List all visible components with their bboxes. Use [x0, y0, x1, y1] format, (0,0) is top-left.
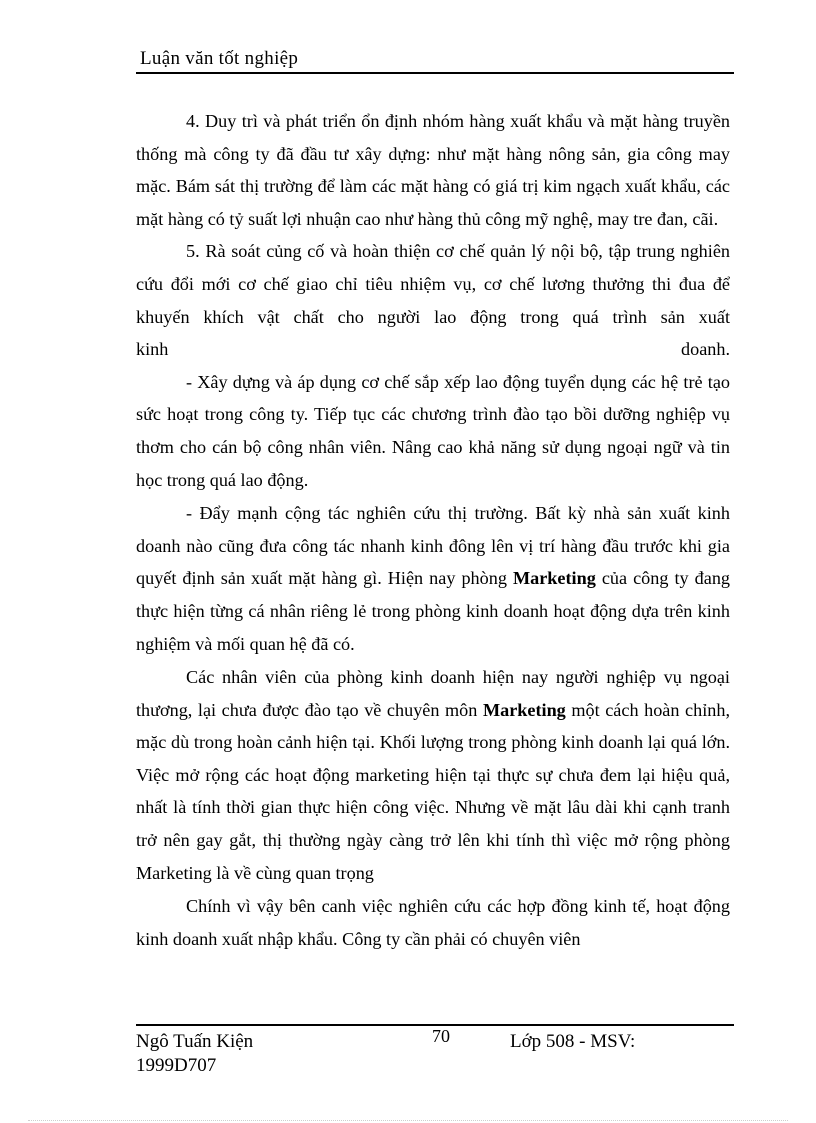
- paragraph-2-word-right: doanh.: [681, 339, 730, 360]
- document-body: [136, 105, 730, 955]
- paragraph-5: [136, 661, 730, 889]
- paragraph-4-bold-marketing: Marketing: [512, 568, 596, 589]
- header-title: Luận văn tốt nghiệp: [140, 48, 299, 69]
- paragraph-5-text-b: một cách hoàn chỉnh, mặc dù trong hoàn cảnh hiện tại. Khối lượng trong phòng kinh doanh lại quá lớn. Việc mở rộng các hoạt động marketing hiện tại thực sự chưa đem lại hiệu quả, nhất là tính thời gian thực hiện công việc. Nhưng về mặt lâu dài khi cạnh tranh trở nên gay gắt, thị thường ngày càng trở lên khi tính thì việc mở rộng phòng Marketing là về cùng quan trọng: [136, 699, 730, 883]
- footer-class-info: Lớp 508 - MSV:: [510, 1031, 636, 1052]
- paragraph-5-bold-marketing: Marketing: [482, 699, 566, 720]
- paragraph-3: - Xây dựng và áp dụng cơ chế sắp xếp lao động tuyển dụng các hệ trẻ tạo sức hoạt trong công ty. Tiếp tục các chương trình đào tạo bồi dưỡng nghiệp vụ thơm cho cán bộ công nhân viên. Nâng cao khả năng sử dụng ngoại ngữ và tin học trong quá lao động.: [136, 371, 730, 490]
- paragraph-2-last-line: [136, 333, 730, 366]
- page-header: [136, 48, 734, 74]
- page-number: 70: [432, 1026, 450, 1046]
- footer-author: Ngô Tuấn Kiện: [136, 1031, 254, 1052]
- paragraph-5-text-a: Các nhân viên của phòng kinh doanh hiện nay người nghiệp vụ ngoại thương, lại chưa được đào tạo về chuyên môn: [136, 667, 730, 720]
- footer-student-id: 1999D707: [136, 1055, 217, 1076]
- paragraph-6: Chính vì vậy bên canh việc nghiên cứu các hợp đồng kinh tế, hoạt động kinh doanh xuất nhập khẩu. Công ty cần phải có chuyên viên: [136, 896, 730, 949]
- page-bottom-edge: [28, 1120, 788, 1121]
- paragraph-4: [136, 497, 730, 660]
- paragraph-2: [136, 235, 730, 365]
- paragraph-2-main: 5. Rà soát củng cố và hoàn thiện cơ chế quản lý nội bộ, tập trung nghiên cứu đổi mới cơ chế giao chỉ tiêu nhiệm vụ, cơ chế lương thưởng thi đua để khuyến khích vật chất cho người lao động trong quá trình sản xuất: [136, 241, 730, 327]
- paragraph-4-text-a: - Đẩy mạnh cộng tác nghiên cứu thị trường. Bất kỳ nhà sản xuất kinh doanh nào cũng đưa công tác nhanh kinh đông lên vị trí hàng đầu trước khi gia quyết định sản xuất mặt hàng gì. Hiện nay phòng: [136, 503, 730, 589]
- paragraph-1: 4. Duy trì và phát triển ổn định nhóm hàng xuất khẩu và mặt hàng truyền thống mà công ty đã đầu tư xây dựng: như mặt hàng nông sản, gia công may mặc. Bám sát thị trường để làm các mặt hàng có giá trị kim ngạch xuất khẩu, các mặt hàng có tỷ suất lợi nhuận cao như hàng thủ công mỹ nghệ, may tre đan, cãi.: [136, 111, 730, 229]
- paragraph-4-text-b: của công ty đang thực hiện từng cá nhân riêng lẻ trong phòng kinh doanh hoạt động dựa trên kinh nghiệm và mối quan hệ đã có.: [136, 568, 731, 654]
- paragraph-2-word-left: kinh: [136, 339, 169, 360]
